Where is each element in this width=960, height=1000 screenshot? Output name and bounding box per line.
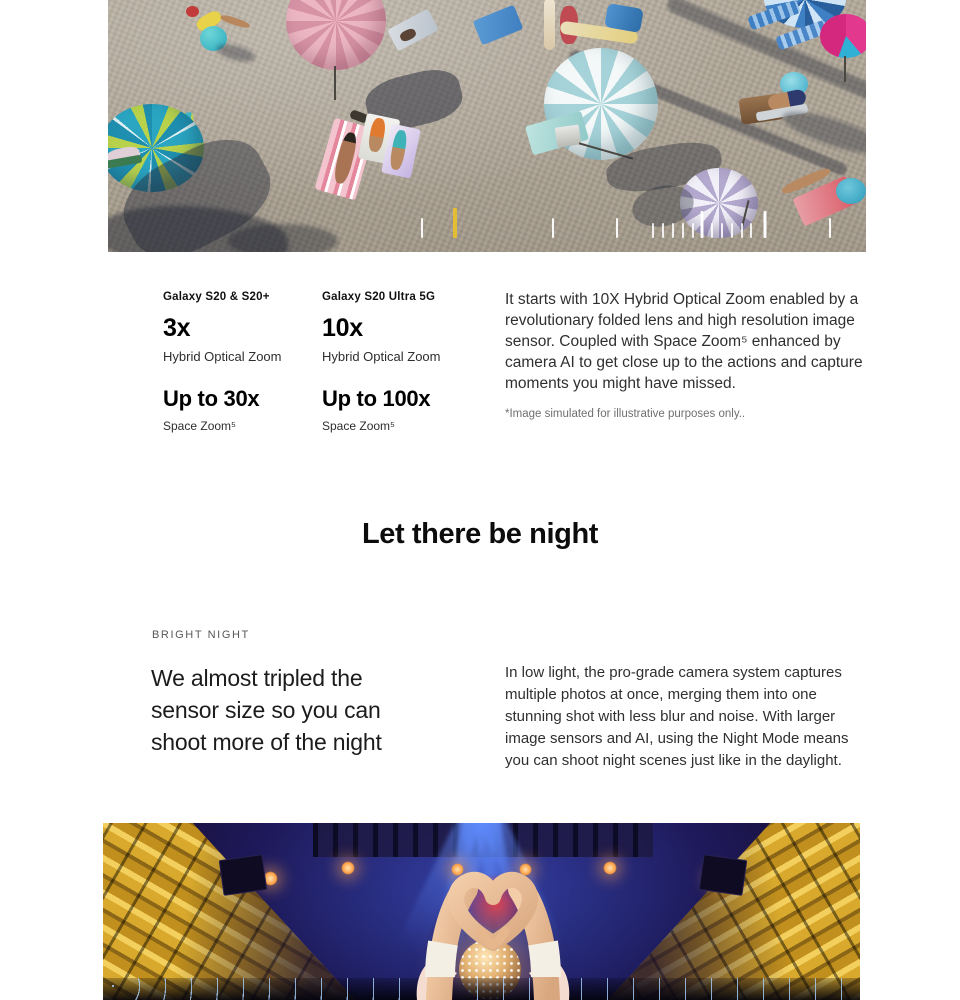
spec-column-s20: [163, 291, 313, 433]
heart-hands: [353, 851, 633, 1000]
left-wristband: [440, 943, 443, 977]
bright-night-eyebrow: BRIGHT NIGHT: [152, 629, 250, 641]
right-wristband: [543, 943, 546, 977]
ruler-tick: [741, 223, 743, 238]
ruler-tick: [682, 223, 684, 238]
ruler-tick: [711, 223, 713, 238]
spec-optical-value: 10x: [322, 314, 363, 342]
spec-device-name: Galaxy S20 Ultra 5G: [322, 291, 436, 303]
spec-space-label: Space Zoom⁵: [163, 419, 237, 433]
image-disclaimer: *Image simulated for illustrative purposes only..: [505, 408, 746, 420]
zoom-ruler: [108, 0, 866, 252]
ruler-tick: [421, 218, 423, 238]
spec-optical-value: 3x: [163, 314, 191, 342]
night-section-heading: Let there be night: [361, 518, 599, 550]
ruler-tick: [701, 211, 704, 238]
night-description: In low light, the pro-grade camera system captures multiple photos at once, merging them into one stunning shot with less blur and noise. With larger image sensors and AI, using the Night Mode means you can shoot night scenes just like in the daylight.: [505, 664, 849, 769]
night-headline-line-2: sensor size so you can: [151, 697, 381, 723]
ruler-tick: [750, 223, 752, 238]
ruler-tick: [652, 223, 654, 238]
spec-column-s20-ultra: [322, 291, 472, 433]
ruler-tick: [672, 223, 674, 238]
beach-zoom-hero-image: [108, 0, 866, 252]
ruler-tick: [662, 223, 664, 238]
ruler-tick: [692, 223, 694, 238]
ruler-tick: [731, 223, 733, 238]
spec-space-value: Up to 100x: [322, 386, 431, 411]
concert-night-image: [103, 823, 860, 1000]
spec-space-label: Space Zoom⁵: [322, 419, 396, 433]
ruler-active-tick: [453, 208, 457, 238]
speaker-right: [699, 854, 748, 896]
heart-shape-hands: [456, 880, 530, 943]
spec-optical-label: Hybrid Optical Zoom: [163, 349, 282, 364]
ruler-tick: [829, 218, 831, 238]
zoom-description: It starts with 10X Hybrid Optical Zoom enabled by a revolutionary folded lens and high resolution image sensor. Coupled with Space Zoom⁵ enhanced by camera AI to get close up to the actions and capture moments you might have missed.: [505, 291, 863, 392]
spec-device-name: Galaxy S20 & S20+: [163, 291, 270, 303]
ruler-tick: [764, 211, 767, 238]
ruler-tick: [616, 218, 618, 238]
night-headline-line-3: shoot more of the night: [151, 729, 382, 755]
ruler-tick: [721, 223, 723, 238]
night-headline-line-1: We almost tripled the: [151, 665, 363, 691]
night-headline: [151, 662, 382, 758]
ruler-tick: [552, 218, 554, 238]
speaker-left: [219, 854, 268, 896]
spec-space-value: Up to 30x: [163, 386, 260, 411]
spec-optical-label: Hybrid Optical Zoom: [322, 349, 441, 364]
